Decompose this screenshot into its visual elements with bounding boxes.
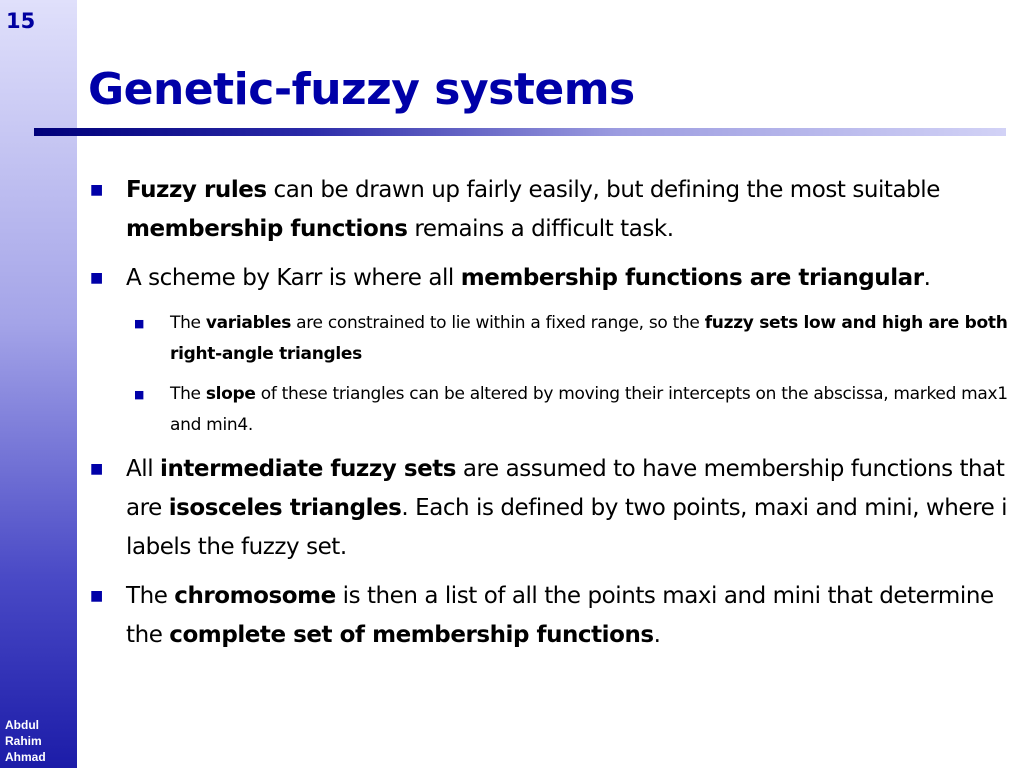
bullet-item: [88, 259, 1008, 298]
author-middle-name: Rahim: [5, 734, 42, 748]
bullet-text: . Each is defined by two points, maxi and mini, where i labels the fuzzy set.: [126, 495, 1008, 560]
bold-term: membership functions: [126, 216, 408, 242]
bold-term: chromosome: [174, 583, 336, 609]
slide-title: Genetic-fuzzy systems: [88, 64, 635, 115]
bullet-text: .: [923, 265, 931, 291]
slide-number: 15: [6, 9, 36, 33]
bold-term: slope: [205, 384, 256, 404]
side-bar: [0, 0, 77, 768]
author-name: [5, 717, 46, 765]
bullet-text: A scheme by Karr is where all: [126, 265, 461, 291]
bullet-text: are assumed to have membership functions that are: [126, 456, 1005, 521]
sub-bullet-item: [134, 379, 1008, 441]
bold-term: fuzzy sets low and high are both right-angle triangles: [170, 313, 1008, 364]
bold-term: complete set of membership functions: [169, 622, 654, 648]
slide-content: [88, 171, 1008, 665]
bullet-text: can be drawn up fairly easily, but defining the most suitable: [266, 177, 940, 203]
square-bullet-icon: ■: [134, 388, 145, 401]
bullet-text: .: [653, 622, 661, 648]
bold-term: membership functions are triangular: [460, 265, 924, 291]
author-first-name: Abdul: [5, 718, 39, 732]
bold-term: variables: [205, 313, 292, 333]
sub-bullet-text: The: [170, 384, 206, 404]
square-bullet-icon: ■: [90, 182, 103, 198]
square-bullet-icon: ■: [134, 317, 145, 330]
sub-bullet-text: of these triangles can be altered by moving their intercepts on the abscissa, marked max1 and min4.: [170, 384, 1008, 435]
square-bullet-icon: ■: [90, 270, 103, 286]
bullet-item: [88, 450, 1008, 567]
bold-term: intermediate fuzzy sets: [160, 456, 457, 482]
bullet-item: [88, 577, 1008, 655]
square-bullet-icon: ■: [90, 461, 103, 477]
sub-bullet-item: [134, 308, 1008, 370]
title-underline: [34, 128, 1006, 136]
sub-bullet-text: The: [170, 313, 206, 333]
bold-term: Fuzzy rules: [126, 177, 267, 203]
bold-term: isosceles triangles: [168, 495, 402, 521]
bullet-text: All: [126, 456, 161, 482]
author-last-name: Ahmad: [5, 750, 46, 764]
square-bullet-icon: ■: [90, 588, 103, 604]
bullet-text: The: [126, 583, 175, 609]
bullet-text: remains a difficult task.: [407, 216, 674, 242]
sub-bullet-text: are constrained to lie within a fixed range, so the: [291, 313, 705, 333]
bullet-text: is then a list of all the points maxi and mini that determine the: [126, 583, 994, 648]
bullet-item: [88, 171, 1008, 249]
